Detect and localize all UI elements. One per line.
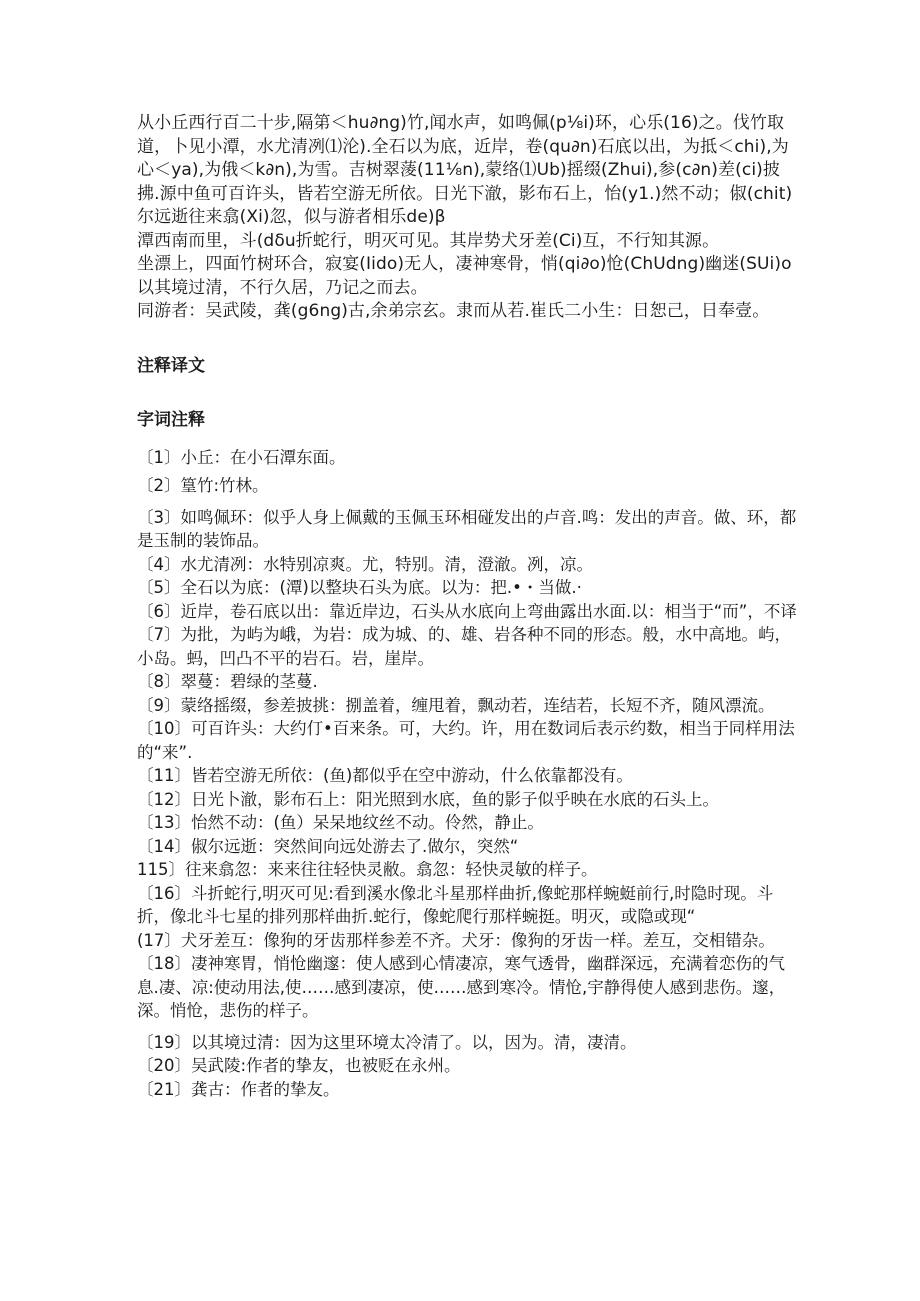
note-item: 〔12〕日光卜澈，影布石上：阳光照到水底，鱼的影子似乎映在水底的石头上。 [137, 789, 719, 809]
note-item: 〔14〕俶尔远逝：突然间向远处游去了.做尔，突然“ [137, 836, 519, 856]
note-item: 〔8〕翠蔓：碧绿的茎蔓. [137, 672, 318, 691]
note-item: 〔6〕近岸，卷石底以出：靠近岸边，石头从水底向上弯曲露出水面.以：相当于“而”，不译 [137, 601, 797, 621]
note-item: 〔4〕水尤清冽：水特别凉爽。尤，特别。清，澄澈。冽，凉。 [137, 554, 593, 574]
note-item: 115〕往来翕忽：来来往往轻快灵敝。翕忽：轻快灵敏的样子。 [137, 860, 598, 879]
note-item: 〔10〕可百许头：大约仃•百来条。可，大约。许，用在数词后表示约数，相当于同样用法的“来”. [137, 719, 795, 762]
subsection-title: 字词注释 [137, 409, 205, 430]
notes-list [137, 446, 797, 1102]
note-item: 〔3〕如鸣佩环：似乎人身上佩戴的玉佩玉环相碰发出的卢音.鸣：发出的声音。做、环，都是玉制的装饰品。 [137, 507, 797, 550]
note-item: 〔13〕怡然不动：(鱼）呆呆地纹丝不动。伶然，静止。 [137, 813, 544, 832]
note-item: 〔19〕以其境过清：因为这里环境太冷清了。以，因为。清，凄清。 [137, 1032, 637, 1052]
original-text [137, 112, 797, 324]
note-item: 〔18〕凄神寒胃，悄怆幽邃：使人感到心情凄凉，寒气透骨，幽群深远，充满着恋伤的气息.凄、凉:使动用法,使……感到凄凉，使……感到寒冷。情怆,宇静得使人感到悲伤。邃，深。悄怆，悲伤的样子。 [137, 954, 786, 1020]
passage-paragraph-4: 同游者：吴武陵，龚(g6ng)古,余弟宗玄。隶而从若.崔氏二小生：日恕己，日奉壹。 [137, 301, 770, 321]
section-title: 注释译文 [137, 355, 205, 376]
note-item: 〔11〕皆若空游无所依：(鱼)都似乎在空中游动，什么依靠都没有。 [137, 766, 633, 785]
note-item: 〔20〕吴武陵:作者的挚友，也被贬在永州。 [137, 1056, 461, 1075]
note-item: 〔16〕斗折蛇行,明灭可见:看到溪水像北斗星那样曲折,像蛇那样蜿蜓前行,时隐时现。斗折，像北斗七星的排列那样曲折.蛇行，像蛇爬行那样蜿挺。明灭，或隐或现“ [137, 883, 774, 926]
note-item: 〔9〕蒙络摇缀，参差披挑：捌盖着，缠甩着，飘动若，连结若，长短不齐，随风漂流。 [137, 695, 775, 715]
passage-paragraph-3: 坐漂上，四面竹树环合，寂宴(Iido)无人，凄神寒骨，悄(qi∂o)怆(ChUdng)幽迷(SUi)o以其境过清，不行久居，乃记之而去。 [137, 254, 792, 298]
note-item: 〔7〕为批，为屿为峨，为岩：成为城、的、雄、岩各种不同的形态。般，水中高地。屿，小岛。蚂，凹凸不平的岩石。岩，崖岸。 [137, 625, 791, 668]
passage-paragraph-1: 从小丘西行百二十步,隔第＜hu∂ng)竹,闻水声，如鸣佩(p⅛i)环，心乐(16)之。伐竹取道，卜见小潭，水尤清冽⑴沦).全石以为底，近岸，卷(qu∂n)石底以出，为抵＜chi),为心＜ya),为俄＜k∂n),为雪。吉树翠蔆(11⅛n),蒙络⑴Ub)摇缀(Zhui),参(c∂n)差(ci)披拂.源中鱼可百许头，皆若空游无所依。日光下澈，影布石上，怡(y1.)然不动；俶(chit)尔远逝往来翕(Xi)忽，似与游者相乐de)β [137, 113, 793, 227]
note-item: (17〕犬牙差互：像狗的牙齿那样参差不齐。犬牙：像狗的牙齿一样。差互，交相错杂。 [137, 930, 775, 950]
note-item: 〔2〕篁竹:竹林。 [137, 476, 269, 495]
note-item: 〔21〕龚古：作者的挚友。 [137, 1079, 340, 1099]
note-item: 〔1〕小丘：在小石潭东面。 [137, 447, 346, 467]
document-page [137, 112, 797, 1101]
note-item: 〔5〕全石以为底：(潭)以整块石头为底。以为：把.•・当做.· [137, 578, 582, 597]
passage-paragraph-2: 潭西南而里，斗(dδu折蛇行，明灭可见。其岸势犬牙差(Ci)互，不行知其源。 [137, 230, 720, 251]
